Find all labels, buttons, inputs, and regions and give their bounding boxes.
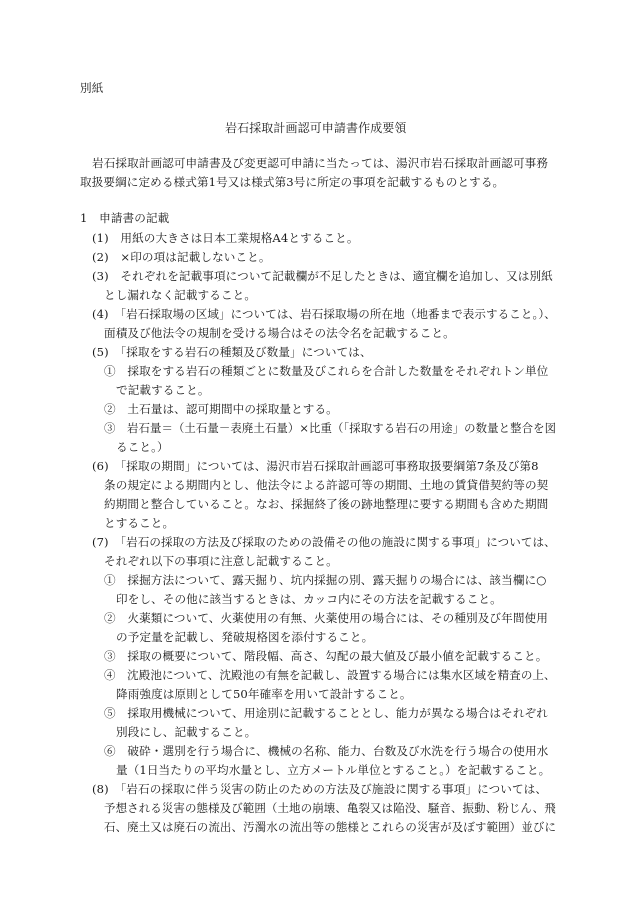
item-7-sub-4-line-1: ④ 沈殿池について、沈殿池の有無を記載し、設置する場合には集水区域を精査の上、	[104, 668, 556, 682]
item-7-line-2: それぞれ以下の事項に注意し記載すること。	[104, 554, 338, 568]
item-8-line-1: (8) 「岩石の採取に伴う災害の防止のための方法及び施設に関する事項」については、	[92, 782, 548, 796]
item-8-line-2: 予想される災害の態様及び範囲（土地の崩壊、亀裂又は陥没、騒音、振動、粉じん、飛	[104, 801, 556, 815]
item-5: (5) 「採取をする岩石の種類及び数量」については、	[92, 345, 372, 359]
item-7-sub-2-line-1: ② 火薬類について、火薬使用の有無、火薬使用の場合には、その種別及び年間使用	[104, 611, 548, 625]
item-7-sub-2-line-2: の予定量を記載し、発破規格図を添付すること。	[116, 630, 374, 644]
item-7-sub-5-line-2: 別段にし、記載すること。	[116, 725, 257, 739]
intro-line-2: 取扱要綱に定める様式第1号又は様式第3号に所定の事項を記載するものとする。	[80, 175, 505, 189]
item-4-line-2: 面積及び他法令の規制を受ける場合はその法令名を記載すること。	[104, 326, 455, 340]
item-7-sub-6-line-1: ⑥ 破砕・選別を行う場合に、機械の名称、能力、台数及び水洗を行う場合の使用水	[104, 744, 549, 758]
item-3-line-2: とし漏れなく記載すること。	[104, 288, 257, 302]
item-6-line-2: 条の規定による期間内とし、他法令による許認可等の期間、土地の賃貸借契約等の契	[104, 478, 549, 492]
item-7-sub-1-line-1: ① 採掘方法について、露天掘り、坑内採掘の別、露天掘りの場合には、該当欄に○	[104, 573, 547, 587]
item-5-sub-3-line-2: ること。）	[116, 440, 169, 454]
item-6-line-1: (6) 「採取の期間」については、湯沢市岩石採取計画認可事務取扱要綱第7条及び第8	[92, 459, 539, 473]
item-8-line-3: 石、廃土又は廃石の流出、汚濁水の流出等の態様とこれらの災害が及ぼす範囲）並びに	[104, 820, 557, 834]
item-5-sub-2: ② 土石量は、認可期間中の採取量とする。	[104, 402, 338, 416]
item-7-sub-1-line-2: 印をし、その他に該当するときは、カッコ内にその方法を記載すること。	[116, 592, 502, 606]
document-title: 岩石採取計画認可申請書作成要領	[225, 121, 407, 135]
item-3-line-1: (3) それぞれを記載事項について記載欄が不足したときは、適宜欄を追加し、又は別紙	[92, 269, 553, 283]
item-7-sub-6-line-2: 量（1日当たりの平均水量とし、立方メートル単位とすること。）を記載すること。	[116, 763, 551, 777]
attachment-label: 別紙	[80, 81, 104, 95]
item-7-line-1: (7) 「岩石の採取の方法及び採取のための設備その他の施設に関する事項」については、	[92, 535, 556, 549]
section-heading: 1 申請書の記載	[80, 211, 170, 225]
item-5-sub-1-line-1: ① 採取をする岩石の種類ごとに数量及びこれらを合計した数量をそれぞれトン単位	[104, 364, 549, 378]
item-4-line-1: (4) 「岩石採取場の区域」については、岩石採取場の所在地（地番まで表示すること。）、	[92, 307, 556, 321]
item-7-sub-4-line-2: 降雨強度は原則として50年確率を用いて設計すること。	[116, 687, 412, 701]
item-7-sub-5-line-1: ⑤ 採取用機械について、用途別に記載することとし、能力が異なる場合はそれぞれ	[104, 706, 548, 720]
item-2: (2) ×印の項は記載しないこと。	[92, 250, 271, 264]
item-5-sub-3-line-1: ③ 岩石量＝（土石量－表廃土石量）×比重（「採取する岩石の用途」の数量と整合を図	[104, 421, 557, 435]
item-5-sub-1-line-2: で記載すること。	[116, 383, 210, 397]
item-1: (1) 用紙の大きさは日本工業規格A4とすること。	[92, 231, 359, 245]
item-6-line-4: とすること。	[104, 516, 175, 530]
intro-line-1: 岩石採取計画認可申請書及び変更認可申請に当たっては、湯沢市岩石採取計画認可事務	[92, 156, 549, 170]
item-7-sub-3: ③ 採取の概要について、階段幅、高さ、勾配の最大値及び最小値を記載すること。	[104, 649, 548, 663]
item-6-line-3: 約期間と整合していること。なお、採掘終了後の跡地整理に要する期間も含めた期間	[104, 497, 549, 511]
